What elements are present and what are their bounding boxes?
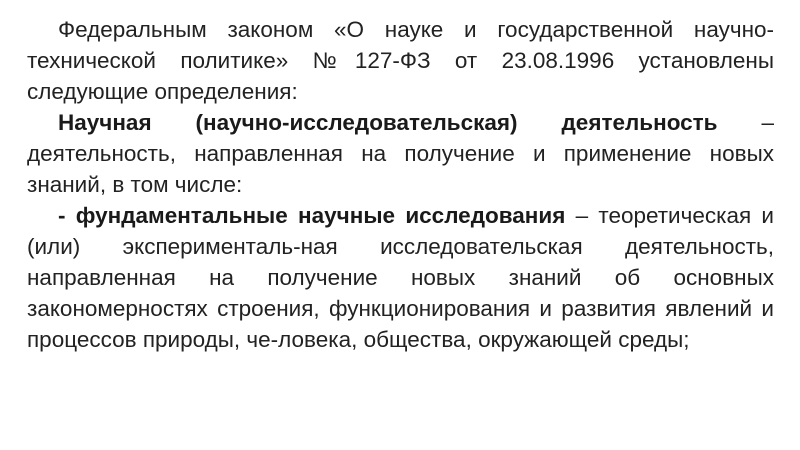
- fundamental-research-text: – теоретическая и (или) эксперименталь-ная исследовательская деятельность, направленная на получение новых знаний об основных закономерностях строения, функционирования и развития явлений и процессов природы, че-ловека, общества, окружающей среды;: [27, 203, 774, 352]
- scientific-activity-term: Научная (научно-исследовательская) деятельность: [58, 110, 718, 135]
- fundamental-research-definition: [27, 200, 774, 355]
- intro-text: Федеральным законом «О науке и государственной научно-технической политике» №127-ФЗ от 23.08.1996 установлены следующие определения:: [27, 17, 774, 104]
- scientific-activity-definition: [27, 107, 774, 200]
- scientific-activity-text: – деятельность, направленная на получение и применение новых знаний, в том числе:: [27, 110, 774, 197]
- fundamental-research-term: - фундаментальные научные исследования: [58, 203, 566, 228]
- intro-paragraph: [27, 14, 774, 107]
